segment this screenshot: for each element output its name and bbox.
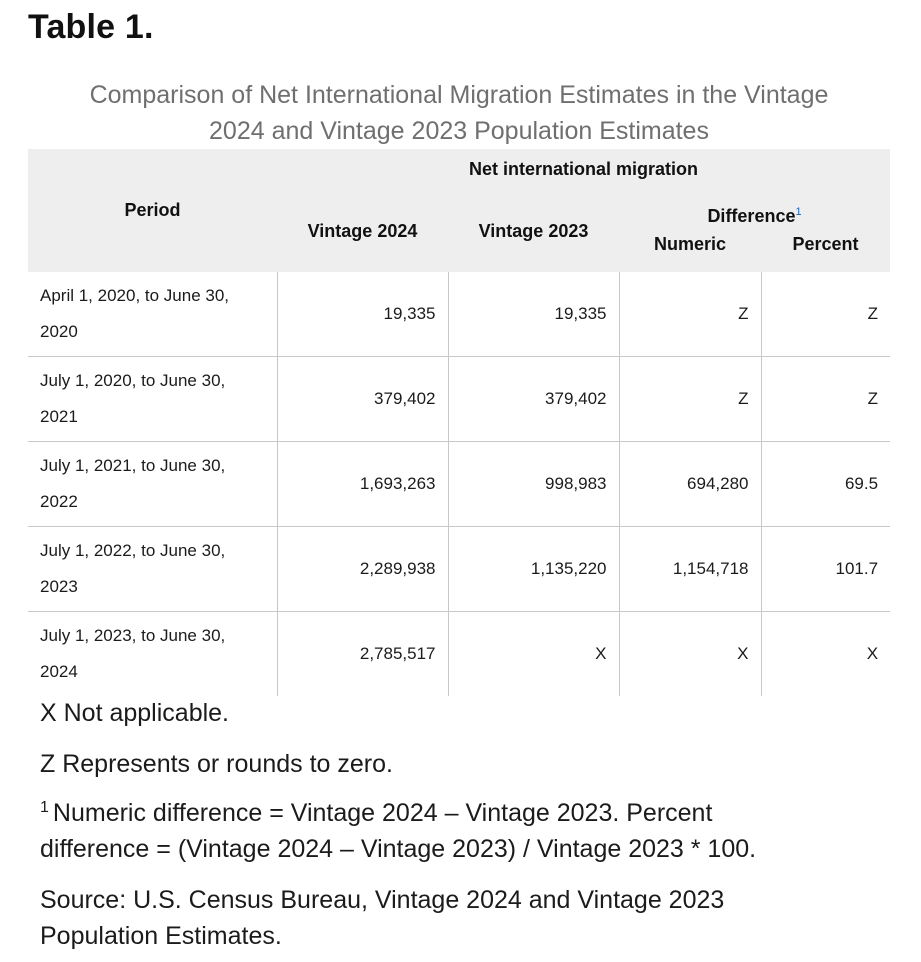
caption-line-2: 2024 and Vintage 2023 Population Estimates	[209, 117, 709, 145]
vintage-2023-cell: X	[448, 612, 619, 697]
percent-difference-cell: 69.5	[761, 442, 890, 527]
footnote-line-1: Numeric difference = Vintage 2024 – Vintage 2023. Percent	[52, 799, 713, 827]
period-line-2: 2021	[40, 407, 78, 426]
header-percent: Percent	[761, 231, 890, 272]
period-cell	[28, 357, 277, 442]
table-label: Table 1.	[28, 8, 154, 46]
vintage-2023-cell: 379,402	[448, 357, 619, 442]
numeric-difference-cell: Z	[619, 272, 761, 357]
numeric-difference-cell: 1,154,718	[619, 527, 761, 612]
migration-table	[28, 149, 890, 696]
period-line-1: July 1, 2023, to June 30,	[40, 626, 226, 645]
period-line-2: 2020	[40, 322, 78, 341]
not-applicable-note: X Not applicable.	[40, 699, 230, 727]
period-cell	[28, 442, 277, 527]
header-difference	[619, 189, 890, 231]
table-row	[28, 527, 890, 612]
caption-line-1: Comparison of Net International Migration Estimates in the Vintage	[89, 81, 829, 109]
header-numeric: Numeric	[619, 231, 761, 272]
numeric-difference-cell: 694,280	[619, 442, 761, 527]
header-net-international-migration: Net international migration	[277, 149, 890, 189]
period-line-2: 2023	[40, 577, 78, 596]
vintage-2024-cell: 2,785,517	[277, 612, 448, 697]
period-cell	[28, 612, 277, 697]
table-caption	[28, 77, 890, 149]
numeric-difference-cell: X	[619, 612, 761, 697]
period-line-1: July 1, 2022, to June 30,	[40, 541, 226, 560]
vintage-2023-cell: 998,983	[448, 442, 619, 527]
header-period: Period	[28, 149, 277, 272]
period-line-1: April 1, 2020, to June 30,	[40, 286, 230, 305]
table-row	[28, 612, 890, 697]
footnote-line-2: difference = (Vintage 2024 – Vintage 2023) / Vintage 2023 * 100.	[40, 835, 757, 863]
vintage-2024-cell: 1,693,263	[277, 442, 448, 527]
zero-note: Z Represents or rounds to zero.	[40, 750, 393, 778]
percent-difference-cell: Z	[761, 272, 890, 357]
period-line-1: July 1, 2021, to June 30,	[40, 456, 226, 475]
footnote-marker: 1	[40, 798, 49, 816]
period-line-1: July 1, 2020, to June 30,	[40, 371, 226, 390]
table-body	[28, 272, 890, 696]
percent-difference-cell: 101.7	[761, 527, 890, 612]
percent-difference-cell: X	[761, 612, 890, 697]
period-cell	[28, 272, 277, 357]
source-line-2: Population Estimates.	[40, 922, 282, 950]
header-vintage-2023: Vintage 2023	[448, 189, 619, 272]
vintage-2024-cell: 19,335	[277, 272, 448, 357]
difference-footnote	[40, 795, 860, 867]
numeric-difference-cell: Z	[619, 357, 761, 442]
vintage-2023-cell: 19,335	[448, 272, 619, 357]
table-row	[28, 357, 890, 442]
table-row	[28, 442, 890, 527]
percent-difference-cell: Z	[761, 357, 890, 442]
source-line-1: Source: U.S. Census Bureau, Vintage 2024 and Vintage 2023	[40, 886, 725, 914]
period-cell	[28, 527, 277, 612]
source-note	[40, 882, 860, 954]
period-line-2: 2024	[40, 662, 78, 681]
vintage-2023-cell: 1,135,220	[448, 527, 619, 612]
period-line-2: 2022	[40, 492, 78, 511]
vintage-2024-cell: 379,402	[277, 357, 448, 442]
vintage-2024-cell: 2,289,938	[277, 527, 448, 612]
table-row	[28, 272, 890, 357]
header-vintage-2024: Vintage 2024	[277, 189, 448, 272]
header-difference-label: Difference	[707, 206, 796, 226]
table-header	[28, 149, 890, 272]
footnote-link[interactable]: 1	[795, 206, 802, 218]
